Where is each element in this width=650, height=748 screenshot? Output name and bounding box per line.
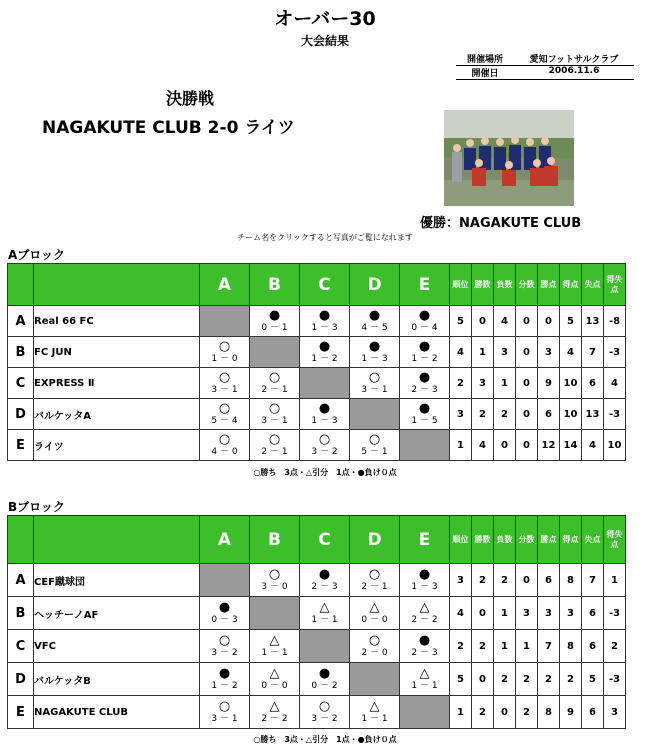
match-result-cell [400,306,450,337]
match-score: 0 － 0 [361,614,388,625]
stat-value: 5 [582,663,604,696]
stat-value: 6 [538,564,560,597]
match-result-cell [250,368,300,399]
match-result-cell [200,663,250,696]
match-score: 3 － 1 [211,713,238,724]
match-score: 0 － 2 [311,680,338,691]
match-score: 1 － 0 [211,353,238,364]
stat-value: -3 [604,597,626,630]
match-score: 2 － 3 [311,581,338,592]
match-score: 1 － 1 [411,680,438,691]
team-name-header [34,264,200,306]
result-symbol: ○ [268,369,281,385]
stat-header: 順位 [450,264,472,306]
stat-value: 6 [538,399,560,430]
stat-header: 順位 [450,516,472,564]
match-result-cell [400,597,450,630]
stat-header: 得失点 [604,516,626,564]
self-match-cell [400,430,450,461]
block-a-table [7,263,626,461]
result-symbol: ○ [368,431,381,447]
table-row [8,430,626,461]
match-score: 0 － 1 [261,322,288,333]
opponent-header-b: B [250,516,300,564]
match-score: 3 － 2 [211,647,238,658]
stat-value: 6 [582,597,604,630]
match-result-cell [200,368,250,399]
result-symbol: ● [418,632,431,648]
stat-header: 勝数 [472,264,494,306]
stat-value: 1 [450,430,472,461]
result-symbol: ○ [218,698,231,714]
row-letter: B [8,597,34,630]
stat-value: 4 [582,430,604,461]
match-result-cell [200,630,250,663]
result-symbol: △ [269,665,280,681]
row-letter: C [8,630,34,663]
match-result-cell [350,430,400,461]
match-score: 2 － 1 [361,581,388,592]
result-symbol: ○ [268,431,281,447]
row-letter: B [8,337,34,368]
header-row [8,516,626,564]
match-result-cell [300,564,350,597]
stat-value: 2 [472,564,494,597]
result-symbol: ○ [218,632,231,648]
stat-value: 3 [450,564,472,597]
match-score: 1 － 1 [261,647,288,658]
opponent-header-d: D [350,264,400,306]
result-symbol: ○ [368,566,381,582]
table-row [8,337,626,368]
match-result-cell [300,430,350,461]
stat-header: 失点 [582,264,604,306]
self-match-cell [200,306,250,337]
match-result-cell [350,337,400,368]
stat-header: 分数 [516,264,538,306]
match-result-cell [250,696,300,729]
result-symbol: △ [269,698,280,714]
match-result-cell [250,630,300,663]
stat-value: 1 [472,337,494,368]
stat-value: 2 [472,630,494,663]
result-symbol: △ [319,599,330,615]
stat-value: 2 [450,630,472,663]
stat-value: 4 [604,368,626,399]
row-letter: C [8,368,34,399]
result-symbol: △ [369,599,380,615]
stat-value: 8 [560,630,582,663]
row-letter: A [8,564,34,597]
block-a-title: Aブロック [8,248,66,262]
match-result-cell [200,430,250,461]
stat-value: 3 [450,399,472,430]
stat-value: 0 [516,337,538,368]
match-result-cell [300,597,350,630]
corner-cell [8,516,34,564]
match-result-cell [250,306,300,337]
legend-a: ○勝ち 3点・△引分 1点・●負け０点 [253,468,397,477]
row-letter: E [8,430,34,461]
result-symbol: ○ [318,698,331,714]
match-result-cell [250,399,300,430]
block-b-title: Bブロック [8,500,65,514]
self-match-cell [300,630,350,663]
match-result-cell [400,630,450,663]
match-score: 0 － 0 [261,680,288,691]
result-symbol: ● [318,566,331,582]
stat-value: 8 [560,564,582,597]
opponent-header-e: E [400,516,450,564]
match-result-cell [200,696,250,729]
match-score: 2 － 3 [411,384,438,395]
match-score: 2 － 2 [411,614,438,625]
result-symbol: ● [418,338,431,354]
result-symbol: △ [369,698,380,714]
stat-value: 3 [538,597,560,630]
match-score: 1 － 3 [361,353,388,364]
stat-value: -3 [604,399,626,430]
table-row [8,663,626,696]
result-symbol: △ [419,599,430,615]
stat-value: 3 [604,696,626,729]
match-result-cell [400,564,450,597]
stat-value: 2 [516,696,538,729]
stat-header: 勝数 [472,516,494,564]
date-label: 開催日 [471,69,499,79]
stat-value: 0 [472,597,494,630]
stat-value: 8 [538,696,560,729]
result-symbol: ● [318,665,331,681]
result-symbol: ○ [218,431,231,447]
stat-value: 4 [494,306,516,337]
stat-value: 2 [494,564,516,597]
self-match-cell [200,564,250,597]
stat-value: 0 [516,306,538,337]
stat-value: 4 [472,430,494,461]
stat-value: 14 [560,430,582,461]
table-row [8,630,626,663]
venue-label: 開催場所 [466,55,503,65]
header-row [8,264,626,306]
result-symbol: ● [218,599,231,615]
team-name-link[interactable]: NAGAKUTE CLUB [34,696,200,729]
match-result-cell [350,630,400,663]
result-symbol: ○ [218,369,231,385]
result-symbol: ○ [268,566,281,582]
stat-header: 勝点 [538,264,560,306]
stat-value: 2 [538,663,560,696]
stat-header: 勝点 [538,516,560,564]
row-letter: E [8,696,34,729]
match-score: 1 － 3 [311,415,338,426]
stat-value: 12 [538,430,560,461]
match-result-cell [400,337,450,368]
stat-value: 0 [472,306,494,337]
stat-value: 0 [538,306,560,337]
match-result-cell [300,337,350,368]
match-result-cell [300,696,350,729]
result-symbol: ● [418,369,431,385]
stat-value: 3 [516,597,538,630]
team-name-link[interactable]: EXPRESS Ⅱ [34,368,200,399]
corner-cell [8,264,34,306]
final-label: 決勝戦 [165,89,214,108]
match-score: 3 － 2 [311,446,338,457]
final-result: NAGAKUTE CLUB 2-0 ライツ [42,118,295,138]
table-row [8,597,626,630]
match-score: 1 － 3 [411,581,438,592]
match-result-cell [300,663,350,696]
opponent-header-a: A [200,516,250,564]
result-symbol: ○ [218,338,231,354]
table-row [8,564,626,597]
stat-value: 7 [538,630,560,663]
self-match-cell [350,663,400,696]
stat-value: 3 [472,368,494,399]
team-photo[interactable] [444,110,574,206]
stat-value: -8 [604,306,626,337]
stat-value: 5 [450,306,472,337]
match-score: 2 － 2 [261,713,288,724]
stat-value: 2 [472,696,494,729]
stat-value: 1 [494,597,516,630]
stat-value: 4 [450,337,472,368]
stat-value: 0 [516,368,538,399]
stat-header: 負数 [494,264,516,306]
legend-b: ○勝ち 3点・△引分 1点・●負け０点 [253,735,397,744]
match-result-cell [400,368,450,399]
match-score: 1 － 3 [311,322,338,333]
stat-value: 2 [472,399,494,430]
result-symbol: ● [318,400,331,416]
result-symbol: △ [419,665,430,681]
result-symbol: ○ [368,632,381,648]
match-score: 1 － 2 [211,680,238,691]
stat-header: 得点 [560,264,582,306]
stat-value: 1 [494,368,516,399]
self-match-cell [250,337,300,368]
match-score: 0 － 4 [411,322,438,333]
match-result-cell [400,663,450,696]
result-symbol: ● [368,338,381,354]
block-b-table [7,515,626,729]
result-symbol: ○ [318,431,331,447]
row-letter: D [8,399,34,430]
stat-value: 0 [516,430,538,461]
result-symbol: ● [318,338,331,354]
page-subtitle: 大会結果 [300,34,349,48]
team-name-link[interactable]: バルケッタA [34,399,200,430]
match-score: 5 － 1 [361,446,388,457]
match-score: 2 － 3 [411,647,438,658]
team-name-link[interactable]: CEF蹴球団 [34,564,200,597]
team-name-link[interactable]: VFC [34,630,200,663]
stat-value: 4 [560,337,582,368]
stat-value: 10 [604,430,626,461]
opponent-header-e: E [400,264,450,306]
self-match-cell [400,696,450,729]
result-symbol: ○ [268,400,281,416]
stat-value: 3 [538,337,560,368]
stat-value: 9 [538,368,560,399]
stat-value: 2 [516,663,538,696]
result-symbol: ○ [218,400,231,416]
team-name-link[interactable]: バルケッタB [34,663,200,696]
team-name-link[interactable]: ヘッチーノAF [34,597,200,630]
stat-header: 負数 [494,516,516,564]
match-result-cell [350,696,400,729]
result-symbol: ● [418,400,431,416]
date-value: 2006.11.6 [548,66,600,76]
team-name-link[interactable]: FC JUN [34,337,200,368]
match-score: 4 － 5 [361,322,388,333]
result-symbol: ● [268,307,281,323]
stat-value: 3 [494,337,516,368]
match-score: 1 － 1 [311,614,338,625]
match-result-cell [350,597,400,630]
self-match-cell [250,597,300,630]
stat-value: 0 [494,430,516,461]
match-result-cell [200,399,250,430]
team-name-link[interactable]: ライツ [34,430,200,461]
stat-value: 2 [560,663,582,696]
stat-header: 得失点 [604,264,626,306]
match-score: 0 － 3 [211,614,238,625]
self-match-cell [350,399,400,430]
stat-value: -3 [604,663,626,696]
stat-header: 失点 [582,516,604,564]
opponent-header-a: A [200,264,250,306]
stat-value: -3 [604,337,626,368]
match-score: 3 － 0 [261,581,288,592]
team-name-link[interactable]: Real 66 FC [34,306,200,337]
stat-value: 6 [582,696,604,729]
stat-value: 2 [494,663,516,696]
match-result-cell [250,564,300,597]
table-row [8,399,626,430]
page-title: オーバー30 [274,8,376,30]
match-score: 3 － 1 [211,384,238,395]
stat-value: 2 [604,630,626,663]
match-result-cell [200,597,250,630]
result-symbol: ● [318,307,331,323]
result-symbol: ● [368,307,381,323]
table-row [8,368,626,399]
match-score: 1 － 1 [361,713,388,724]
stat-value: 7 [582,564,604,597]
match-score: 1 － 2 [411,353,438,364]
stat-value: 10 [560,368,582,399]
match-score: 1 － 5 [411,415,438,426]
match-result-cell [350,306,400,337]
opponent-header-d: D [350,516,400,564]
stat-value: 6 [582,630,604,663]
result-symbol: ● [418,307,431,323]
date-row [456,66,634,80]
match-result-cell [200,337,250,368]
match-result-cell [300,306,350,337]
result-symbol: ○ [368,369,381,385]
stat-value: 2 [450,368,472,399]
photo-note: チーム名をクリックすると写真がご覧になれます [237,233,413,242]
opponent-header-c: C [300,516,350,564]
match-result-cell [350,564,400,597]
match-score: 5 － 4 [211,415,238,426]
stat-value: 13 [582,306,604,337]
match-score: 2 － 1 [261,446,288,457]
match-score: 3 － 1 [261,415,288,426]
stat-value: 4 [450,597,472,630]
stat-value: 1 [604,564,626,597]
result-symbol: ● [218,665,231,681]
venue-row [456,52,634,66]
opponent-header-b: B [250,264,300,306]
stat-header: 分数 [516,516,538,564]
table-row [8,306,626,337]
stat-value: 5 [560,306,582,337]
stat-value: 3 [560,597,582,630]
stat-value: 5 [450,663,472,696]
stat-value: 9 [560,696,582,729]
match-score: 4 － 0 [211,446,238,457]
winner-text: 優勝：NAGAKUTE CLUB [420,216,582,231]
match-score: 2 － 1 [261,384,288,395]
match-result-cell [250,430,300,461]
team-name-header [34,516,200,564]
result-symbol: △ [269,632,280,648]
match-result-cell [350,368,400,399]
match-result-cell [400,399,450,430]
opponent-header-c: C [300,264,350,306]
stat-header: 得点 [560,516,582,564]
stat-value: 1 [516,630,538,663]
stat-value: 6 [582,368,604,399]
table-row [8,696,626,729]
stat-value: 0 [472,663,494,696]
match-score: 1 － 2 [311,353,338,364]
stat-value: 1 [494,630,516,663]
match-score: 3 － 2 [311,713,338,724]
row-letter: D [8,663,34,696]
stat-value: 10 [560,399,582,430]
match-result-cell [250,663,300,696]
venue-value: 愛知フットサルクラブ [529,55,619,65]
match-result-cell [300,399,350,430]
match-score: 2 － 0 [361,647,388,658]
stat-value: 7 [582,337,604,368]
stat-value: 13 [582,399,604,430]
self-match-cell [300,368,350,399]
stat-value: 0 [516,399,538,430]
stat-value: 2 [494,399,516,430]
result-symbol: ● [418,566,431,582]
stat-value: 1 [450,696,472,729]
row-letter: A [8,306,34,337]
stat-value: 0 [516,564,538,597]
match-score: 3 － 1 [361,384,388,395]
stat-value: 0 [494,696,516,729]
